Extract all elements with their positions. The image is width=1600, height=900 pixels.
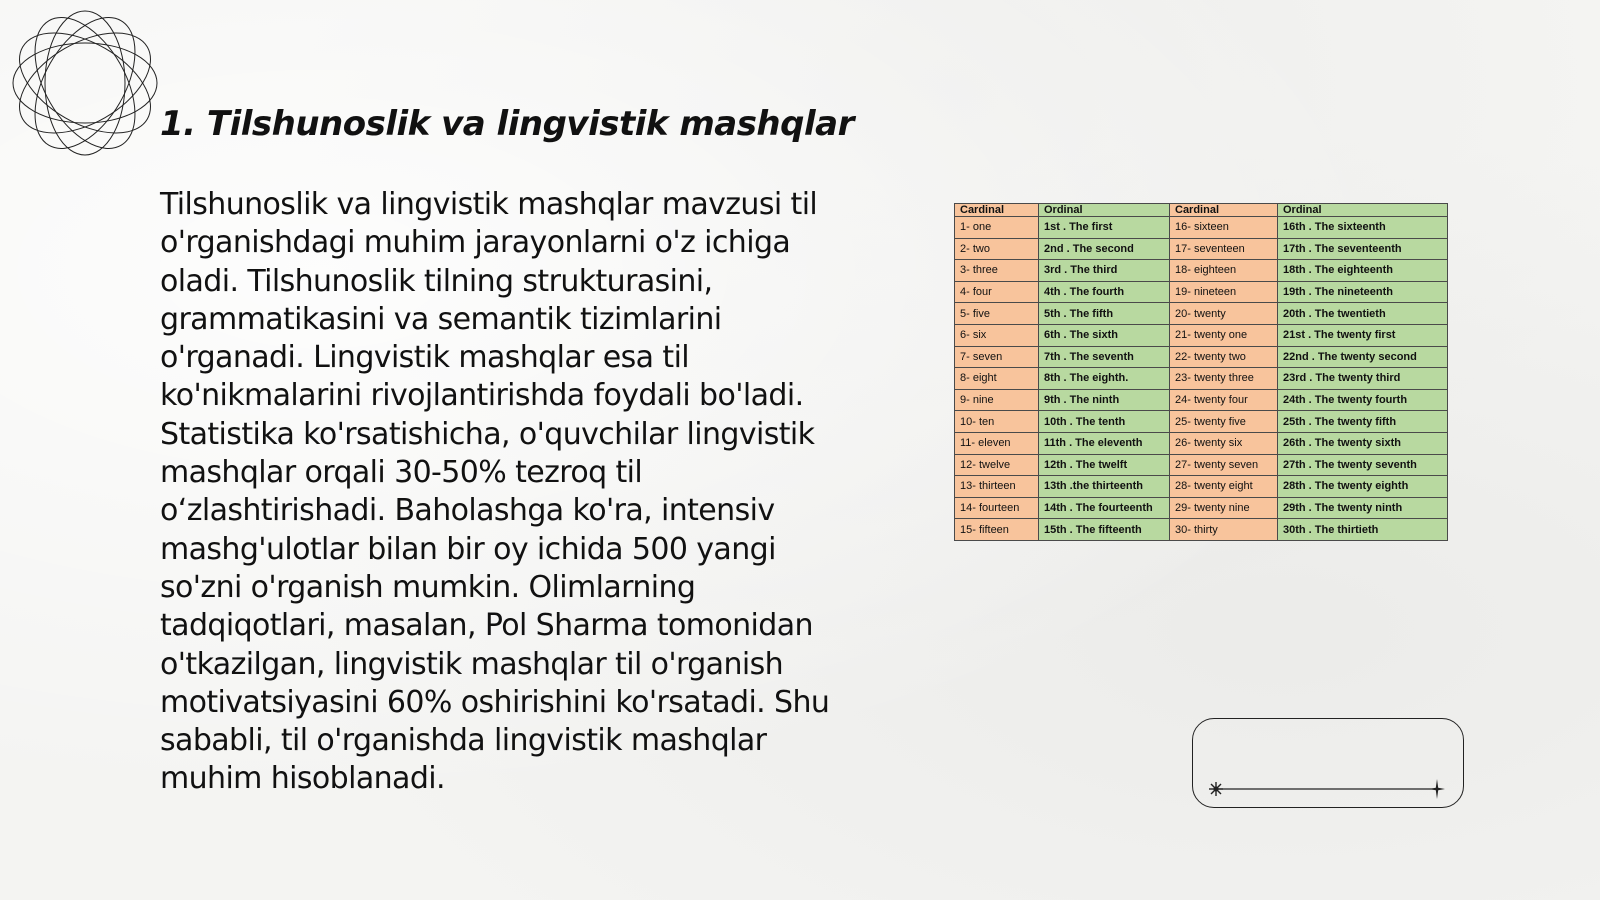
ordinal-cell: 10th . The tenth	[1039, 411, 1170, 433]
table-row	[955, 519, 1448, 541]
cardinal-cell: 14- fourteen	[955, 497, 1039, 519]
cardinal-cell: 6- six	[955, 324, 1039, 346]
cardinal-cell: 8- eight	[955, 368, 1039, 390]
cardinal-cell: 7- seven	[955, 346, 1039, 368]
ordinal-cell: 16th . The sixteenth	[1278, 217, 1448, 239]
ordinal-cell: 30th . The thirtieth	[1278, 519, 1448, 541]
cardinal-cell: 13- thirteen	[955, 476, 1039, 498]
ordinal-cell: 5th . The fifth	[1039, 303, 1170, 325]
cardinal-cell: 3- three	[955, 260, 1039, 282]
ordinal-cell: 23rd . The twenty third	[1278, 368, 1448, 390]
cardinal-cell: 4- four	[955, 281, 1039, 303]
cardinal-cell: 16- sixteen	[1170, 217, 1278, 239]
cardinal-cell: 27- twenty seven	[1170, 454, 1278, 476]
cardinal-cell: 2- two	[955, 238, 1039, 260]
spirograph-ellipse	[10, 12, 160, 153]
ordinal-cell: 26th . The twenty sixth	[1278, 432, 1448, 454]
cardinal-cell: 18- eighteen	[1170, 260, 1278, 282]
table-row	[955, 346, 1448, 368]
ordinal-cell: 25th . The twenty fifth	[1278, 411, 1448, 433]
table-row	[955, 217, 1448, 239]
ordinal-cell: 15th . The fifteenth	[1039, 519, 1170, 541]
cardinal-cell: 19- nineteen	[1170, 281, 1278, 303]
cardinal-cell: 17- seventeen	[1170, 238, 1278, 260]
ordinal-cell: 12th . The twelft	[1039, 454, 1170, 476]
header-cardinal: Cardinal	[955, 204, 1039, 217]
cardinal-cell: 28- twenty eight	[1170, 476, 1278, 498]
table-row	[955, 432, 1448, 454]
ordinal-cell: 3rd . The third	[1039, 260, 1170, 282]
header-ordinal: Ordinal	[1278, 204, 1448, 217]
ordinal-cell: 14th . The fourteenth	[1039, 497, 1170, 519]
slide-title: 1. Tilshunoslik va lingvistik mashqlar	[160, 104, 854, 144]
cardinal-cell: 30- thirty	[1170, 519, 1278, 541]
spirograph-ellipse	[14, 8, 155, 158]
ordinal-cell: 9th . The ninth	[1039, 389, 1170, 411]
cardinal-cell: 24- twenty four	[1170, 389, 1278, 411]
table-row	[955, 454, 1448, 476]
ordinal-cell: 2nd . The second	[1039, 238, 1170, 260]
table-row	[955, 303, 1448, 325]
cardinal-cell: 15- fifteen	[955, 519, 1039, 541]
cardinal-cell: 10- ten	[955, 411, 1039, 433]
cardinal-cell: 22- twenty two	[1170, 346, 1278, 368]
ordinal-cell: 17th . The seventeenth	[1278, 238, 1448, 260]
spirograph-ellipse	[10, 12, 160, 153]
ordinal-cell: 4th . The fourth	[1039, 281, 1170, 303]
ordinal-cell: 27th . The twenty seventh	[1278, 454, 1448, 476]
cardinal-cell: 29- twenty nine	[1170, 497, 1278, 519]
ordinal-cell: 21st . The twenty first	[1278, 324, 1448, 346]
cardinal-cell: 12- twelve	[955, 454, 1039, 476]
ordinal-cell: 28th . The twenty eighth	[1278, 476, 1448, 498]
table-row	[955, 281, 1448, 303]
ordinal-cell: 7th . The seventh	[1039, 346, 1170, 368]
starburst-icon	[1209, 782, 1223, 796]
spirograph-ellipse	[13, 43, 157, 123]
sparkle-cross-icon	[1429, 779, 1445, 799]
header-cardinal: Cardinal	[1170, 204, 1278, 217]
ordinal-cell: 29th . The twenty ninth	[1278, 497, 1448, 519]
cardinal-cell: 9- nine	[955, 389, 1039, 411]
ordinal-cell: 19th . The nineteenth	[1278, 281, 1448, 303]
ordinal-cell: 20th . The twentieth	[1278, 303, 1448, 325]
table-row	[955, 368, 1448, 390]
table-row	[955, 260, 1448, 282]
table-row	[955, 324, 1448, 346]
cardinal-cell: 23- twenty three	[1170, 368, 1278, 390]
ordinal-cell: 11th . The eleventh	[1039, 432, 1170, 454]
table-row	[955, 389, 1448, 411]
cardinal-cell: 20- twenty	[1170, 303, 1278, 325]
cardinal-cell: 5- five	[955, 303, 1039, 325]
ordinal-cell: 18th . The eighteenth	[1278, 260, 1448, 282]
cardinal-cell: 21- twenty one	[1170, 324, 1278, 346]
ordinal-cell: 1st . The first	[1039, 217, 1170, 239]
spirograph-ellipse	[45, 11, 125, 155]
table-header-row	[955, 204, 1448, 217]
cardinal-cell: 26- twenty six	[1170, 432, 1278, 454]
table-row	[955, 476, 1448, 498]
spirograph-ellipse	[14, 8, 155, 158]
ordinal-cell: 24th . The twenty fourth	[1278, 389, 1448, 411]
ordinal-cell: 22nd . The twenty second	[1278, 346, 1448, 368]
cardinal-cell: 1- one	[955, 217, 1039, 239]
cardinal-cell: 11- eleven	[955, 432, 1039, 454]
table-row	[955, 238, 1448, 260]
spirograph-circles-icon	[10, 8, 160, 158]
cardinal-cell: 25- twenty five	[1170, 411, 1278, 433]
ordinal-cell: 6th . The sixth	[1039, 324, 1170, 346]
ordinal-cell: 13th .the thirteenth	[1039, 476, 1170, 498]
ordinal-cell: 8th . The eighth.	[1039, 368, 1170, 390]
slide-body-text: Tilshunoslik va lingvistik mashqlar mavzusi til o'rganishdagi muhim jarayonlarni o'z ichiga oladi. Tilshunoslik tilning strukturasini, grammatikasini va semantik tizimlarini o'rganadi. Lingvistik mashqlar esa til ko'nikmalarini rivojlantirishda foydali bo'ladi. Statistika ko'rsatishicha, o'quvchilar lingvistik mashqlar orqali 30-50% tezroq til o‘zlashtirishadi. Baholashga ko'ra, intensiv mashg'ulotlar bilan bir oy ichida 500 yangi so'zni o'rganish mumkin. Olimlarning tadqiqotlari, masalan, Pol Sharma tomonidan o'tkazilgan, lingvistik mashqlar til o'rganish motivatsiyasini 60% oshirishini ko'rsatadi. Shu sababli, til o'rganishda lingvistik mashqlar muhim hisoblanadi.	[160, 187, 830, 797]
table-row	[955, 497, 1448, 519]
cardinal-ordinal-table	[954, 203, 1448, 541]
header-ordinal: Ordinal	[1039, 204, 1170, 217]
decorative-line	[1208, 778, 1452, 800]
table-row	[955, 411, 1448, 433]
